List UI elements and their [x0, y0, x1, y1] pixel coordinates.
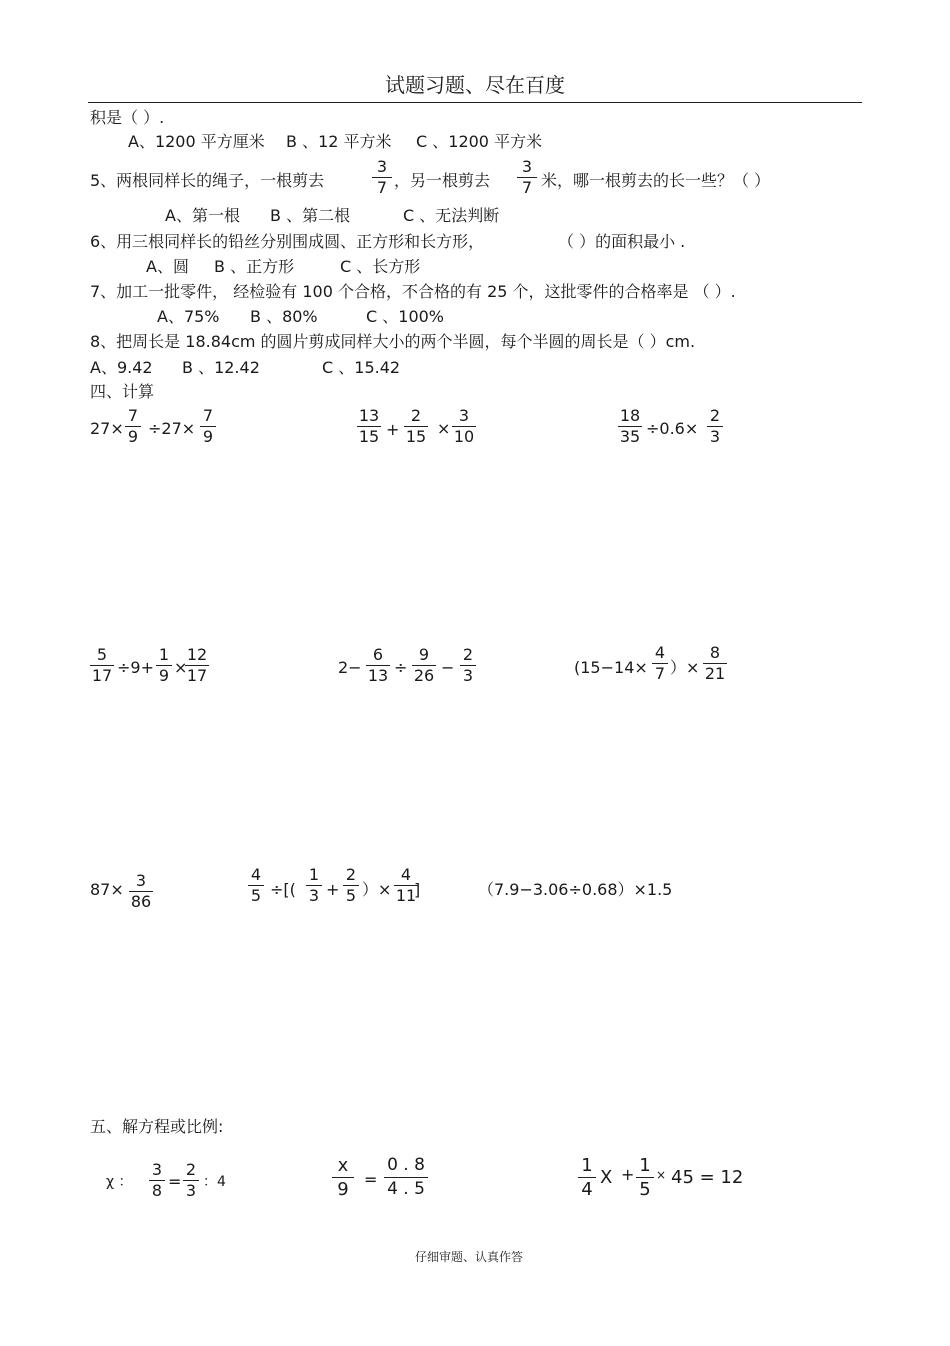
numerator: 1	[639, 1155, 651, 1176]
denominator: 11	[395, 886, 417, 905]
eq-1-a: χ ：	[106, 1174, 133, 1190]
calc-6-a: (15−14×	[574, 658, 648, 677]
eq-3-fraction-1	[578, 1155, 596, 1200]
calc-4-op2: ×	[174, 658, 188, 677]
numerator: 8	[709, 643, 721, 662]
denominator: 26	[413, 666, 435, 685]
numerator: 3	[376, 157, 388, 176]
calc-5-op1: ÷	[394, 658, 408, 677]
numerator: x	[337, 1155, 349, 1176]
calc-8-op3: ）×	[362, 880, 392, 899]
numerator: 3	[458, 406, 470, 425]
denominator: 4 . 5	[387, 1179, 425, 1199]
q6-option-c: C 、长方形	[340, 257, 421, 276]
calc-2-fraction-3	[452, 407, 476, 446]
page-header-title: 试题习题、尽在百度	[385, 73, 565, 97]
q8-option-c: C 、15.42	[322, 358, 401, 377]
calc-6-b: ）×	[670, 658, 700, 677]
calc-2-op1: +	[386, 420, 400, 439]
q5-fraction-2	[517, 158, 537, 197]
calc-2-fraction-2	[404, 407, 428, 446]
q6-stem: 6、用三根同样长的铅丝分别围成圆、正方形和长方形，	[90, 232, 485, 251]
calc-5-a: 2−	[338, 658, 362, 677]
numerator: 7	[127, 406, 139, 425]
calc-5-fraction-1	[366, 646, 390, 685]
section-5-title: 五、解方程或比例:	[90, 1117, 224, 1136]
denominator: 21	[704, 664, 726, 683]
eq-3-b: 45 = 12	[671, 1167, 744, 1188]
q8-stem: 8、把周长是 18.84cm 的圆片剪成同样大小的两个半圆，每个半圆的周长是（ ）cm.	[90, 332, 696, 351]
numerator: 2	[709, 406, 721, 425]
denominator: 10	[453, 427, 475, 446]
numerator: 9	[418, 645, 430, 664]
q4-option-c: C 、1200 平方米	[416, 132, 543, 151]
calc-8-fraction-1	[248, 866, 264, 905]
q8-option-b: B 、12.42	[182, 358, 260, 377]
numerator: 1	[308, 865, 320, 884]
q5-stem-b: ，另一根剪去	[394, 171, 491, 190]
numerator: 13	[358, 406, 380, 425]
eq-1-b: ：4	[203, 1174, 226, 1190]
eq-3-op2: ×	[656, 1168, 667, 1182]
denominator: 7	[654, 664, 666, 683]
denominator: 3	[185, 1181, 197, 1200]
calc-6-fraction-1	[652, 644, 668, 683]
denominator: 9	[158, 666, 170, 685]
q5-fraction-1	[372, 158, 392, 197]
calc-8-op2: +	[326, 880, 340, 899]
numerator: 3	[135, 871, 147, 890]
q6-option-a: A、圆	[146, 257, 189, 276]
numerator: 18	[619, 406, 641, 425]
denominator: 8	[151, 1181, 163, 1200]
numerator: 6	[372, 645, 384, 664]
calc-5-fraction-3	[460, 646, 476, 685]
eq-3-op1: +	[621, 1165, 635, 1184]
denominator: 5	[345, 886, 357, 905]
calc-4-fraction-3	[185, 646, 209, 685]
numerator: 1	[581, 1155, 593, 1176]
q5-stem-c: 米，哪一根剪去的长一些？（ ）	[541, 171, 771, 190]
q7-stem: 7、加工一批零件， 经检验有 100 个合格，不合格的有 25 个，这批零件的合格率是 （ ）.	[90, 282, 736, 301]
numerator: 1	[158, 645, 170, 664]
calc-2-fraction-1	[357, 407, 381, 446]
q4-option-b: B 、12 平方米	[286, 132, 392, 151]
q4-stem-tail: 积是（ ）.	[90, 108, 165, 127]
calc-7-fraction-1	[129, 872, 153, 911]
numerator: 7	[202, 406, 214, 425]
denominator: 13	[367, 666, 389, 685]
q5-option-c: C 、无法判断	[403, 206, 500, 225]
eq-1-fraction-2	[183, 1161, 199, 1200]
numerator: 3	[521, 157, 533, 176]
section-4-title: 四、计算	[90, 382, 155, 401]
numerator: 2	[410, 406, 422, 425]
numerator: 3	[151, 1160, 163, 1179]
calc-3-fraction-2	[707, 407, 723, 446]
calc-4-fraction-2	[156, 646, 172, 685]
calc-8-fraction-2	[306, 866, 322, 905]
denominator: 3	[462, 666, 474, 685]
calc-3-op: ÷0.6×	[646, 419, 699, 438]
calc-1-fraction-1	[125, 407, 141, 446]
denominator: 17	[186, 666, 208, 685]
q8-option-a: A、9.42	[90, 358, 153, 377]
denominator: 3	[709, 427, 721, 446]
denominator: 35	[619, 427, 641, 446]
numerator: 5	[96, 645, 108, 664]
calc-3-fraction-1	[618, 407, 642, 446]
numerator: 0 . 8	[387, 1155, 425, 1175]
denominator: 15	[405, 427, 427, 446]
calc-1-a: 27×	[90, 419, 124, 438]
calc-1-fraction-2	[200, 407, 216, 446]
page-footer: 仔细审题、认真作答	[414, 1250, 523, 1264]
denominator: 5	[639, 1179, 651, 1200]
denominator: 9	[337, 1179, 349, 1200]
q5-option-a: A、第一根	[165, 206, 240, 225]
numerator: 4	[400, 865, 412, 884]
calc-8-end: ]	[414, 880, 421, 899]
numerator: 4	[250, 865, 262, 884]
eq-3-fraction-2	[636, 1155, 654, 1200]
q4-option-a: A、1200 平方厘米	[128, 132, 265, 151]
eq-3-a: X	[600, 1167, 613, 1188]
q7-option-a: A、75%	[157, 307, 220, 326]
eq-2-op: =	[364, 1170, 378, 1189]
calc-7-a: 87×	[90, 880, 124, 899]
denominator: 15	[358, 427, 380, 446]
q5-stem-a: 5、两根同样长的绳子，一根剪去	[90, 171, 325, 190]
calc-1-b: ÷27×	[148, 419, 196, 438]
q6-option-b: B 、正方形	[214, 257, 295, 276]
calc-8-fraction-3	[343, 866, 359, 905]
calc-5-op2: −	[441, 658, 455, 677]
numerator: 12	[186, 645, 208, 664]
denominator: 86	[130, 892, 152, 911]
eq-2-fraction-1	[332, 1155, 354, 1200]
q5-option-b: B 、第二根	[270, 206, 351, 225]
numerator: 2	[185, 1160, 197, 1179]
denominator: 7	[376, 178, 388, 197]
numerator: 4	[654, 643, 666, 662]
calc-5-fraction-2	[412, 646, 436, 685]
q7-option-b: B 、80%	[250, 307, 318, 326]
denominator: 4	[581, 1179, 593, 1200]
denominator: 7	[521, 178, 533, 197]
numerator: 2	[345, 865, 357, 884]
eq-1-op: =	[168, 1172, 182, 1191]
denominator: 9	[127, 427, 139, 446]
denominator: 9	[202, 427, 214, 446]
denominator: 5	[250, 886, 262, 905]
eq-2-fraction-2	[384, 1155, 428, 1200]
calc-4-fraction-1	[90, 646, 114, 685]
calc-2-op2: ×	[437, 419, 451, 438]
calc-4-op1: ÷9+	[117, 658, 154, 677]
header-rule	[88, 102, 862, 103]
calc-8-op1: ÷[(	[270, 880, 296, 899]
q6-blank: （ ）的面积最小 .	[558, 232, 686, 251]
numerator: 2	[462, 645, 474, 664]
denominator: 3	[308, 886, 320, 905]
calc-6-fraction-2	[703, 644, 727, 683]
calc-9-expression: （7.9−3.06÷0.68）×1.5	[478, 880, 673, 899]
denominator: 17	[91, 666, 113, 685]
q7-option-c: C 、100%	[366, 307, 445, 326]
eq-1-fraction-1	[149, 1161, 165, 1200]
